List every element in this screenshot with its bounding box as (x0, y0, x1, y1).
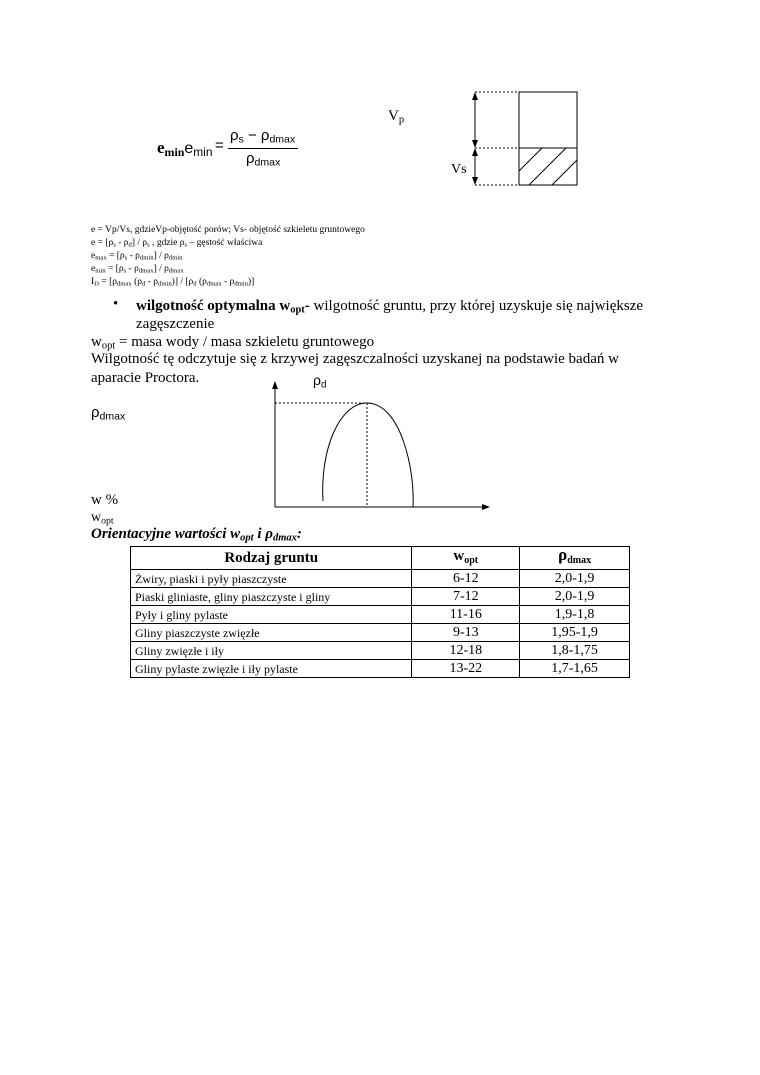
cell-rho-dmax: 1,95-1,9 (520, 624, 630, 642)
cell-soil-name: Pyły i gliny pylaste (131, 606, 412, 624)
volume-diagram (460, 85, 590, 190)
cell-rho-dmax: 1,9-1,8 (520, 606, 630, 624)
vp-arrow-down (472, 140, 478, 148)
cell-rho-dmax: 1,8-1,75 (520, 642, 630, 660)
definition-line-5: $I_D = [\rho_{dmax}$ $(\rho_d - \rho_{dmin})] / [\rho_d$ $(\rho_{dmax} - \rho_{dmin})$] (91, 277, 255, 288)
proctor-graph (265, 378, 495, 513)
cell-wopt: 9-13 (412, 624, 520, 642)
cell-soil-name: Piaski gliniaste, gliny piaszczyste i gliny (131, 588, 412, 606)
bullet-line-2: zagęszczenie (136, 316, 215, 332)
bullet-symbol: • (113, 296, 119, 312)
emin-formula-denominator: $\rho_{dmax}$ (246, 150, 281, 169)
vs-arrow-down (472, 177, 478, 185)
definition-line-1: e = Vp/Vs, gdzieVp-objętość porów; Vs- objętość szkieletu gruntowego (91, 225, 365, 235)
hatch-line-2 (529, 148, 566, 185)
cell-wopt: 6-12 (412, 570, 520, 588)
wopt-definition: $w_{opt}$ = masa wody / masa szkieletu gruntowego (91, 334, 375, 352)
emin-formula-label: $e_{min}e_{min}$ (157, 138, 213, 159)
graph-x-arrow (482, 504, 490, 510)
cell-soil-name: Gliny piaszczyste zwięzłe (131, 624, 412, 642)
vs-label: Vs (451, 162, 467, 177)
table-row (131, 588, 630, 606)
header-rho-dmax: $\rho_{dmax}$ (520, 547, 630, 570)
vp-arrow-up (472, 92, 478, 100)
emin-formula-equals: = (215, 137, 224, 154)
table-row (131, 624, 630, 642)
soil-table (130, 546, 630, 678)
diagram-box (519, 92, 577, 185)
proctor-line-2: aparacie Proctora. (91, 370, 200, 386)
table-row (131, 570, 630, 588)
graph-wopt-label: $w_{opt}$ (91, 510, 114, 527)
hatch-line-1 (519, 148, 542, 171)
cell-soil-name: Gliny pylaste zwięzłe i iły pylaste (131, 660, 412, 678)
vp-label: $V_p$ (388, 108, 405, 126)
table-title: Orientacyjne wartości $w_{opt}$ i $\rho_{dmax}$: (91, 526, 302, 544)
table-row (131, 660, 630, 678)
cell-wopt: 7-12 (412, 588, 520, 606)
cell-rho-dmax: 2,0-1,9 (520, 588, 630, 606)
cell-wopt: 12-18 (412, 642, 520, 660)
header-wopt: $w_{opt}$ (412, 547, 520, 570)
graph-w-percent-label: w % (91, 492, 119, 508)
definition-line-3: $e_{max} = [\rho_s - \rho_{dmin}] / \rho_{dmin}$ (91, 251, 183, 262)
cell-soil-name: Gliny zwięzłe i iły (131, 642, 412, 660)
definition-line-4: $e_{min} = [\rho_s - \rho_{dmax}] / \rho_{dmax}$ (91, 264, 184, 275)
header-soil-type: Rodzaj gruntu (131, 547, 412, 570)
bullet-line-1: wilgotność optymalna $w_{opt}-$ wilgotność gruntu, przy której uzyskuje się największe (136, 298, 644, 316)
emin-formula-numerator: $\rho_s - \rho_{dmax}$ (230, 127, 296, 146)
table-row (131, 642, 630, 660)
cell-rho-dmax: 2,0-1,9 (520, 570, 630, 588)
graph-rho-dmax-label: $\rho_{dmax}$ (91, 404, 126, 423)
cell-rho-dmax: 1,7-1,65 (520, 660, 630, 678)
cell-wopt: 13-22 (412, 660, 520, 678)
table-row (131, 606, 630, 624)
graph-y-axis-label: $\rho_d$ (313, 372, 327, 391)
vs-arrow-up (472, 148, 478, 156)
definition-line-2: $e = [\rho_s - \rho_d] / \rho_s$ , gdzie $\rho_s$ – gęstość właściwa (91, 238, 263, 249)
cell-wopt: 11-16 (412, 606, 520, 624)
compaction-curve (323, 403, 413, 507)
graph-y-arrow (272, 381, 278, 389)
emin-formula-fraction-bar (228, 148, 298, 149)
proctor-line-1: Wilgotność tę odczytuje się z krzywej zagęszczalności uzyskanej na podstawie badań w (91, 351, 619, 367)
table-header-row (131, 547, 630, 570)
cell-soil-name: Żwiry, piaski i pyły piaszczyste (131, 570, 412, 588)
hatch-line-3 (552, 160, 577, 185)
